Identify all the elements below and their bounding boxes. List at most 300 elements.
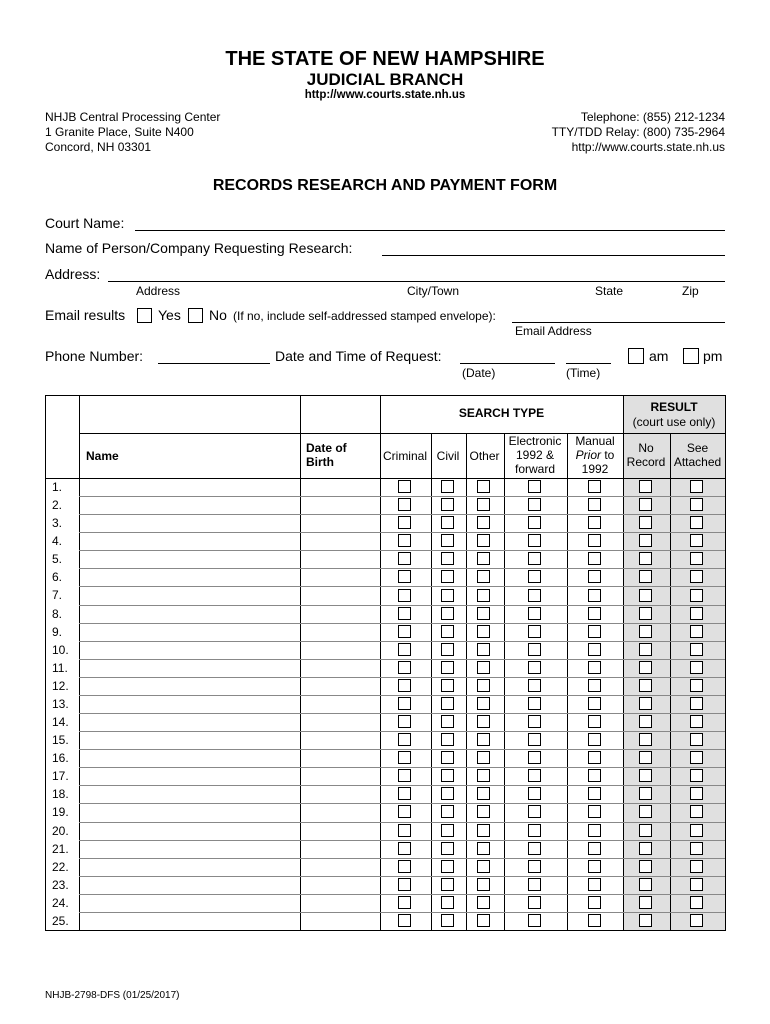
- zip-caption: Zip: [682, 284, 699, 298]
- manual-checkbox[interactable]: [588, 824, 601, 837]
- see-attached-checkbox[interactable]: [690, 751, 703, 764]
- time-caption: (Time): [566, 366, 601, 380]
- phone-label: Phone Number:: [45, 348, 144, 364]
- manual-checkbox[interactable]: [588, 625, 601, 638]
- dob-cell[interactable]: [301, 877, 379, 893]
- state-caption: State: [595, 284, 624, 298]
- see-attached-checkbox[interactable]: [690, 787, 703, 800]
- name-header: Name: [86, 449, 119, 463]
- see-attached-checkbox[interactable]: [690, 552, 703, 565]
- dob-cell[interactable]: [301, 624, 379, 640]
- no-record-checkbox[interactable]: [639, 534, 652, 547]
- criminal-checkbox[interactable]: [398, 480, 411, 493]
- see-attached-checkbox[interactable]: [690, 733, 703, 746]
- see-attached-checkbox[interactable]: [690, 570, 703, 583]
- see-attached-checkbox[interactable]: [690, 697, 703, 710]
- dob-cell[interactable]: [301, 895, 379, 911]
- other-checkbox[interactable]: [477, 715, 490, 728]
- manual-header: [567, 434, 623, 476]
- civil-checkbox[interactable]: [441, 805, 454, 818]
- see-attached-checkbox[interactable]: [690, 589, 703, 602]
- criminal-checkbox[interactable]: [398, 697, 411, 710]
- civil-checkbox[interactable]: [441, 733, 454, 746]
- criminal-checkbox[interactable]: [398, 534, 411, 547]
- other-checkbox[interactable]: [477, 842, 490, 855]
- no-record-checkbox[interactable]: [639, 860, 652, 873]
- civil-checkbox[interactable]: [441, 589, 454, 602]
- other-checkbox[interactable]: [477, 516, 490, 529]
- electronic-checkbox[interactable]: [528, 805, 541, 818]
- manual-checkbox[interactable]: [588, 516, 601, 529]
- table-column-line: [431, 433, 432, 930]
- other-checkbox[interactable]: [477, 589, 490, 602]
- name-cell[interactable]: [80, 479, 299, 495]
- row-number: 24.: [52, 896, 69, 910]
- electronic-header-line3: forward: [514, 462, 555, 476]
- other-checkbox[interactable]: [477, 805, 490, 818]
- no-record-checkbox[interactable]: [639, 914, 652, 927]
- row-number: 8.: [52, 607, 63, 621]
- criminal-checkbox[interactable]: [398, 516, 411, 529]
- name-cell[interactable]: [80, 859, 299, 875]
- name-cell[interactable]: [80, 497, 299, 513]
- see-attached-checkbox[interactable]: [690, 516, 703, 529]
- row-number: 17.: [52, 769, 69, 783]
- civil-checkbox[interactable]: [441, 842, 454, 855]
- name-cell[interactable]: [80, 877, 299, 893]
- no-record-checkbox[interactable]: [639, 751, 652, 764]
- electronic-checkbox[interactable]: [528, 625, 541, 638]
- see-attached-checkbox[interactable]: [690, 824, 703, 837]
- electronic-checkbox[interactable]: [528, 607, 541, 620]
- electronic-header-line2: 1992 &: [515, 448, 555, 462]
- no-record-checkbox[interactable]: [639, 570, 652, 583]
- electronic-checkbox[interactable]: [528, 733, 541, 746]
- dob-cell[interactable]: [301, 714, 379, 730]
- name-cell[interactable]: [80, 533, 299, 549]
- other-checkbox[interactable]: [477, 643, 490, 656]
- manual-checkbox[interactable]: [588, 589, 601, 602]
- civil-checkbox[interactable]: [441, 643, 454, 656]
- row-number: 16.: [52, 751, 69, 765]
- dob-cell[interactable]: [301, 678, 379, 694]
- civil-checkbox[interactable]: [441, 787, 454, 800]
- manual-checkbox[interactable]: [588, 842, 601, 855]
- row-number: 2.: [52, 498, 63, 512]
- dob-cell[interactable]: [301, 479, 379, 495]
- other-checkbox[interactable]: [477, 498, 490, 511]
- civil-checkbox[interactable]: [441, 878, 454, 891]
- criminal-checkbox[interactable]: [398, 787, 411, 800]
- name-cell[interactable]: [80, 895, 299, 911]
- other-checkbox[interactable]: [477, 570, 490, 583]
- dob-cell[interactable]: [301, 841, 379, 857]
- dob-cell[interactable]: [301, 732, 379, 748]
- see-attached-header-line2: Attached: [673, 455, 722, 469]
- manual-checkbox[interactable]: [588, 914, 601, 927]
- no-record-checkbox[interactable]: [639, 516, 652, 529]
- table-subheader-line: [79, 433, 725, 434]
- dob-cell[interactable]: [301, 497, 379, 513]
- dob-cell[interactable]: [301, 569, 379, 585]
- see-attached-checkbox[interactable]: [690, 896, 703, 909]
- manual-checkbox[interactable]: [588, 643, 601, 656]
- manual-checkbox[interactable]: [588, 878, 601, 891]
- other-checkbox[interactable]: [477, 860, 490, 873]
- row-number: 13.: [52, 697, 69, 711]
- see-attached-checkbox[interactable]: [690, 842, 703, 855]
- criminal-checkbox[interactable]: [398, 860, 411, 873]
- criminal-header: Criminal: [382, 449, 427, 463]
- civil-checkbox[interactable]: [441, 661, 454, 674]
- criminal-checkbox[interactable]: [398, 498, 411, 511]
- no-record-checkbox[interactable]: [639, 589, 652, 602]
- no-record-checkbox[interactable]: [639, 842, 652, 855]
- other-checkbox[interactable]: [477, 534, 490, 547]
- criminal-checkbox[interactable]: [398, 715, 411, 728]
- no-record-checkbox[interactable]: [639, 824, 652, 837]
- no-record-checkbox[interactable]: [639, 498, 652, 511]
- address-line-3: Concord, NH 03301: [45, 140, 152, 154]
- name-cell[interactable]: [80, 515, 299, 531]
- dob-cell[interactable]: [301, 533, 379, 549]
- result-subheader: (court use only): [632, 415, 716, 429]
- table-column-line: [567, 433, 568, 930]
- name-cell[interactable]: [80, 569, 299, 585]
- no-record-checkbox[interactable]: [639, 643, 652, 656]
- civil-checkbox[interactable]: [441, 679, 454, 692]
- manual-checkbox[interactable]: [588, 733, 601, 746]
- name-cell[interactable]: [80, 660, 299, 676]
- see-attached-checkbox[interactable]: [690, 534, 703, 547]
- see-attached-checkbox[interactable]: [690, 679, 703, 692]
- civil-checkbox[interactable]: [441, 480, 454, 493]
- criminal-checkbox[interactable]: [398, 733, 411, 746]
- dob-cell[interactable]: [301, 859, 379, 875]
- criminal-checkbox[interactable]: [398, 607, 411, 620]
- other-checkbox[interactable]: [477, 878, 490, 891]
- name-cell[interactable]: [80, 642, 299, 658]
- electronic-checkbox[interactable]: [528, 878, 541, 891]
- criminal-checkbox[interactable]: [398, 842, 411, 855]
- row-number: 4.: [52, 534, 63, 548]
- manual-checkbox[interactable]: [588, 787, 601, 800]
- dob-cell[interactable]: [301, 750, 379, 766]
- civil-checkbox[interactable]: [441, 824, 454, 837]
- see-attached-checkbox[interactable]: [690, 914, 703, 927]
- electronic-checkbox[interactable]: [528, 643, 541, 656]
- electronic-checkbox[interactable]: [528, 480, 541, 493]
- row-number: 21.: [52, 842, 69, 856]
- manual-checkbox[interactable]: [588, 607, 601, 620]
- see-attached-checkbox[interactable]: [690, 860, 703, 873]
- name-cell[interactable]: [80, 624, 299, 640]
- address-line-2: 1 Granite Place, Suite N400: [45, 125, 194, 139]
- manual-checkbox[interactable]: [588, 480, 601, 493]
- address-caption: Address: [136, 284, 181, 298]
- criminal-checkbox[interactable]: [398, 643, 411, 656]
- dob-header-line2: Birth: [306, 455, 334, 469]
- electronic-checkbox[interactable]: [528, 534, 541, 547]
- manual-header-line3: 1992: [581, 462, 609, 476]
- manual-checkbox[interactable]: [588, 534, 601, 547]
- electronic-checkbox[interactable]: [528, 661, 541, 674]
- electronic-checkbox[interactable]: [528, 751, 541, 764]
- civil-checkbox[interactable]: [441, 607, 454, 620]
- civil-checkbox[interactable]: [441, 516, 454, 529]
- electronic-checkbox[interactable]: [528, 679, 541, 692]
- civil-checkbox[interactable]: [441, 860, 454, 873]
- name-cell[interactable]: [80, 841, 299, 857]
- electronic-checkbox[interactable]: [528, 715, 541, 728]
- row-number: 9.: [52, 625, 63, 639]
- see-attached-header: [670, 441, 725, 469]
- see-attached-checkbox[interactable]: [690, 607, 703, 620]
- name-cell[interactable]: [80, 750, 299, 766]
- name-cell[interactable]: [80, 678, 299, 694]
- date-time-label: Date and Time of Request:: [275, 348, 442, 364]
- other-checkbox[interactable]: [477, 751, 490, 764]
- electronic-checkbox[interactable]: [528, 896, 541, 909]
- no-record-checkbox[interactable]: [639, 896, 652, 909]
- civil-checkbox[interactable]: [441, 498, 454, 511]
- manual-checkbox[interactable]: [588, 552, 601, 565]
- dob-cell[interactable]: [301, 642, 379, 658]
- electronic-checkbox[interactable]: [528, 697, 541, 710]
- dob-cell[interactable]: [301, 804, 379, 820]
- electronic-checkbox[interactable]: [528, 589, 541, 602]
- row-number: 3.: [52, 516, 63, 530]
- criminal-checkbox[interactable]: [398, 805, 411, 818]
- pm-label: pm: [703, 348, 723, 364]
- dob-cell[interactable]: [301, 786, 379, 802]
- form-title: RECORDS RESEARCH AND PAYMENT FORM: [212, 177, 558, 194]
- no-record-checkbox[interactable]: [639, 787, 652, 800]
- manual-checkbox[interactable]: [588, 570, 601, 583]
- other-checkbox[interactable]: [477, 769, 490, 782]
- table-column-line: [45, 395, 46, 931]
- row-number: 25.: [52, 914, 69, 928]
- name-cell[interactable]: [80, 551, 299, 567]
- other-checkbox[interactable]: [477, 824, 490, 837]
- row-number: 14.: [52, 715, 69, 729]
- telephone: Telephone: (855) 212-1234: [580, 110, 725, 124]
- criminal-checkbox[interactable]: [398, 552, 411, 565]
- see-attached-checkbox[interactable]: [690, 480, 703, 493]
- manual-header-to: to: [601, 448, 615, 462]
- email-no-note: (If no, include self-addressed stamped envelope):: [233, 309, 496, 323]
- electronic-checkbox[interactable]: [528, 769, 541, 782]
- no-record-checkbox[interactable]: [639, 480, 652, 493]
- electronic-checkbox[interactable]: [528, 552, 541, 565]
- name-cell[interactable]: [80, 696, 299, 712]
- other-checkbox[interactable]: [477, 787, 490, 800]
- electronic-checkbox[interactable]: [528, 860, 541, 873]
- see-attached-checkbox[interactable]: [690, 625, 703, 638]
- date-caption: (Date): [462, 366, 496, 380]
- row-number: 12.: [52, 679, 69, 693]
- manual-header-prior: Prior: [575, 448, 601, 462]
- row-number: 1.: [52, 480, 63, 494]
- dob-cell[interactable]: [301, 913, 379, 929]
- civil-checkbox[interactable]: [441, 570, 454, 583]
- criminal-checkbox[interactable]: [398, 824, 411, 837]
- header-url[interactable]: http://www.courts.state.nh.us: [304, 89, 466, 101]
- dob-cell[interactable]: [301, 823, 379, 839]
- criminal-checkbox[interactable]: [398, 896, 411, 909]
- no-record-checkbox[interactable]: [639, 769, 652, 782]
- no-record-checkbox[interactable]: [639, 715, 652, 728]
- name-cell[interactable]: [80, 913, 299, 929]
- other-checkbox[interactable]: [477, 697, 490, 710]
- no-record-checkbox[interactable]: [639, 878, 652, 891]
- other-checkbox[interactable]: [477, 679, 490, 692]
- electronic-checkbox[interactable]: [528, 824, 541, 837]
- email-yes-label: Yes: [158, 307, 181, 323]
- dob-header-line1: Date of: [306, 441, 347, 455]
- see-attached-checkbox[interactable]: [690, 715, 703, 728]
- manual-header-line2: [567, 448, 623, 462]
- civil-checkbox[interactable]: [441, 625, 454, 638]
- civil-checkbox[interactable]: [441, 751, 454, 764]
- manual-checkbox[interactable]: [588, 715, 601, 728]
- dob-cell[interactable]: [301, 660, 379, 676]
- dob-cell[interactable]: [301, 551, 379, 567]
- no-record-checkbox[interactable]: [639, 607, 652, 620]
- row-number: 19.: [52, 805, 69, 819]
- email-no-label: No: [209, 307, 227, 323]
- no-record-checkbox[interactable]: [639, 679, 652, 692]
- table-column-line: [380, 395, 381, 931]
- civil-checkbox[interactable]: [441, 534, 454, 547]
- other-checkbox[interactable]: [477, 914, 490, 927]
- no-record-header-line2: Record: [626, 455, 666, 469]
- name-cell[interactable]: [80, 823, 299, 839]
- no-record-checkbox[interactable]: [639, 733, 652, 746]
- address-label: Address:: [45, 266, 101, 282]
- civil-checkbox[interactable]: [441, 552, 454, 565]
- row-number: 7.: [52, 588, 63, 602]
- name-cell[interactable]: [80, 786, 299, 802]
- dob-cell[interactable]: [301, 696, 379, 712]
- row-number: 11.: [52, 661, 68, 675]
- civil-checkbox[interactable]: [441, 715, 454, 728]
- other-checkbox[interactable]: [477, 480, 490, 493]
- civil-checkbox[interactable]: [441, 914, 454, 927]
- electronic-checkbox[interactable]: [528, 498, 541, 511]
- criminal-checkbox[interactable]: [398, 570, 411, 583]
- table-column-line: [466, 433, 467, 930]
- other-header: Other: [469, 449, 500, 463]
- other-checkbox[interactable]: [477, 733, 490, 746]
- row-number: 22.: [52, 860, 69, 874]
- dob-cell[interactable]: [301, 768, 379, 784]
- no-record-checkbox[interactable]: [639, 697, 652, 710]
- no-record-checkbox[interactable]: [639, 661, 652, 674]
- name-cell[interactable]: [80, 714, 299, 730]
- criminal-checkbox[interactable]: [398, 769, 411, 782]
- electronic-checkbox[interactable]: [528, 516, 541, 529]
- name-cell[interactable]: [80, 732, 299, 748]
- row-number: 20.: [52, 824, 69, 838]
- other-checkbox[interactable]: [477, 896, 490, 909]
- dob-cell[interactable]: [301, 587, 379, 603]
- row-number: 18.: [52, 787, 69, 801]
- criminal-checkbox[interactable]: [398, 661, 411, 674]
- contact-url[interactable]: http://www.courts.state.nh.us: [571, 140, 725, 154]
- tty-relay: TTY/TDD Relay: (800) 735-2964: [551, 125, 725, 139]
- dob-cell[interactable]: [301, 606, 379, 622]
- manual-checkbox[interactable]: [588, 697, 601, 710]
- no-record-checkbox[interactable]: [639, 625, 652, 638]
- other-checkbox[interactable]: [477, 661, 490, 674]
- criminal-checkbox[interactable]: [398, 589, 411, 602]
- other-checkbox[interactable]: [477, 625, 490, 638]
- name-cell[interactable]: [80, 768, 299, 784]
- civil-checkbox[interactable]: [441, 769, 454, 782]
- dob-cell[interactable]: [301, 515, 379, 531]
- manual-checkbox[interactable]: [588, 805, 601, 818]
- row-number: 10.: [52, 643, 69, 657]
- electronic-checkbox[interactable]: [528, 787, 541, 800]
- row-number: 15.: [52, 733, 69, 747]
- criminal-checkbox[interactable]: [398, 914, 411, 927]
- other-checkbox[interactable]: [477, 552, 490, 565]
- no-record-checkbox[interactable]: [639, 552, 652, 565]
- see-attached-checkbox[interactable]: [690, 805, 703, 818]
- am-label: am: [649, 348, 669, 364]
- criminal-checkbox[interactable]: [398, 751, 411, 764]
- name-cell[interactable]: [80, 587, 299, 603]
- name-cell[interactable]: [80, 606, 299, 622]
- electronic-checkbox[interactable]: [528, 842, 541, 855]
- criminal-checkbox[interactable]: [398, 878, 411, 891]
- civil-checkbox[interactable]: [441, 896, 454, 909]
- electronic-checkbox[interactable]: [528, 914, 541, 927]
- manual-header-line1: Manual: [575, 434, 615, 448]
- manual-checkbox[interactable]: [588, 769, 601, 782]
- document-subtitle: JUDICIAL BRANCH: [306, 70, 464, 89]
- see-attached-checkbox[interactable]: [690, 643, 703, 656]
- result-header: RESULT: [650, 400, 698, 414]
- criminal-checkbox[interactable]: [398, 625, 411, 638]
- manual-checkbox[interactable]: [588, 751, 601, 764]
- see-attached-header-line1: See: [686, 441, 709, 455]
- see-attached-checkbox[interactable]: [690, 769, 703, 782]
- see-attached-checkbox[interactable]: [690, 661, 703, 674]
- manual-checkbox[interactable]: [588, 860, 601, 873]
- manual-checkbox[interactable]: [588, 661, 601, 674]
- see-attached-checkbox[interactable]: [690, 498, 703, 511]
- civil-checkbox[interactable]: [441, 697, 454, 710]
- no-record-header: [623, 441, 669, 469]
- manual-checkbox[interactable]: [588, 679, 601, 692]
- search-type-header: SEARCH TYPE: [458, 406, 545, 420]
- row-number: 6.: [52, 570, 63, 584]
- electronic-header-line1: Electronic: [508, 434, 562, 448]
- email-address-caption: Email Address: [515, 324, 592, 338]
- criminal-checkbox[interactable]: [398, 679, 411, 692]
- see-attached-checkbox[interactable]: [690, 878, 703, 891]
- table-column-line: [504, 433, 505, 930]
- no-record-checkbox[interactable]: [639, 805, 652, 818]
- civil-header: Civil: [436, 449, 460, 463]
- manual-checkbox[interactable]: [588, 498, 601, 511]
- other-checkbox[interactable]: [477, 607, 490, 620]
- manual-checkbox[interactable]: [588, 896, 601, 909]
- electronic-checkbox[interactable]: [528, 570, 541, 583]
- name-cell[interactable]: [80, 804, 299, 820]
